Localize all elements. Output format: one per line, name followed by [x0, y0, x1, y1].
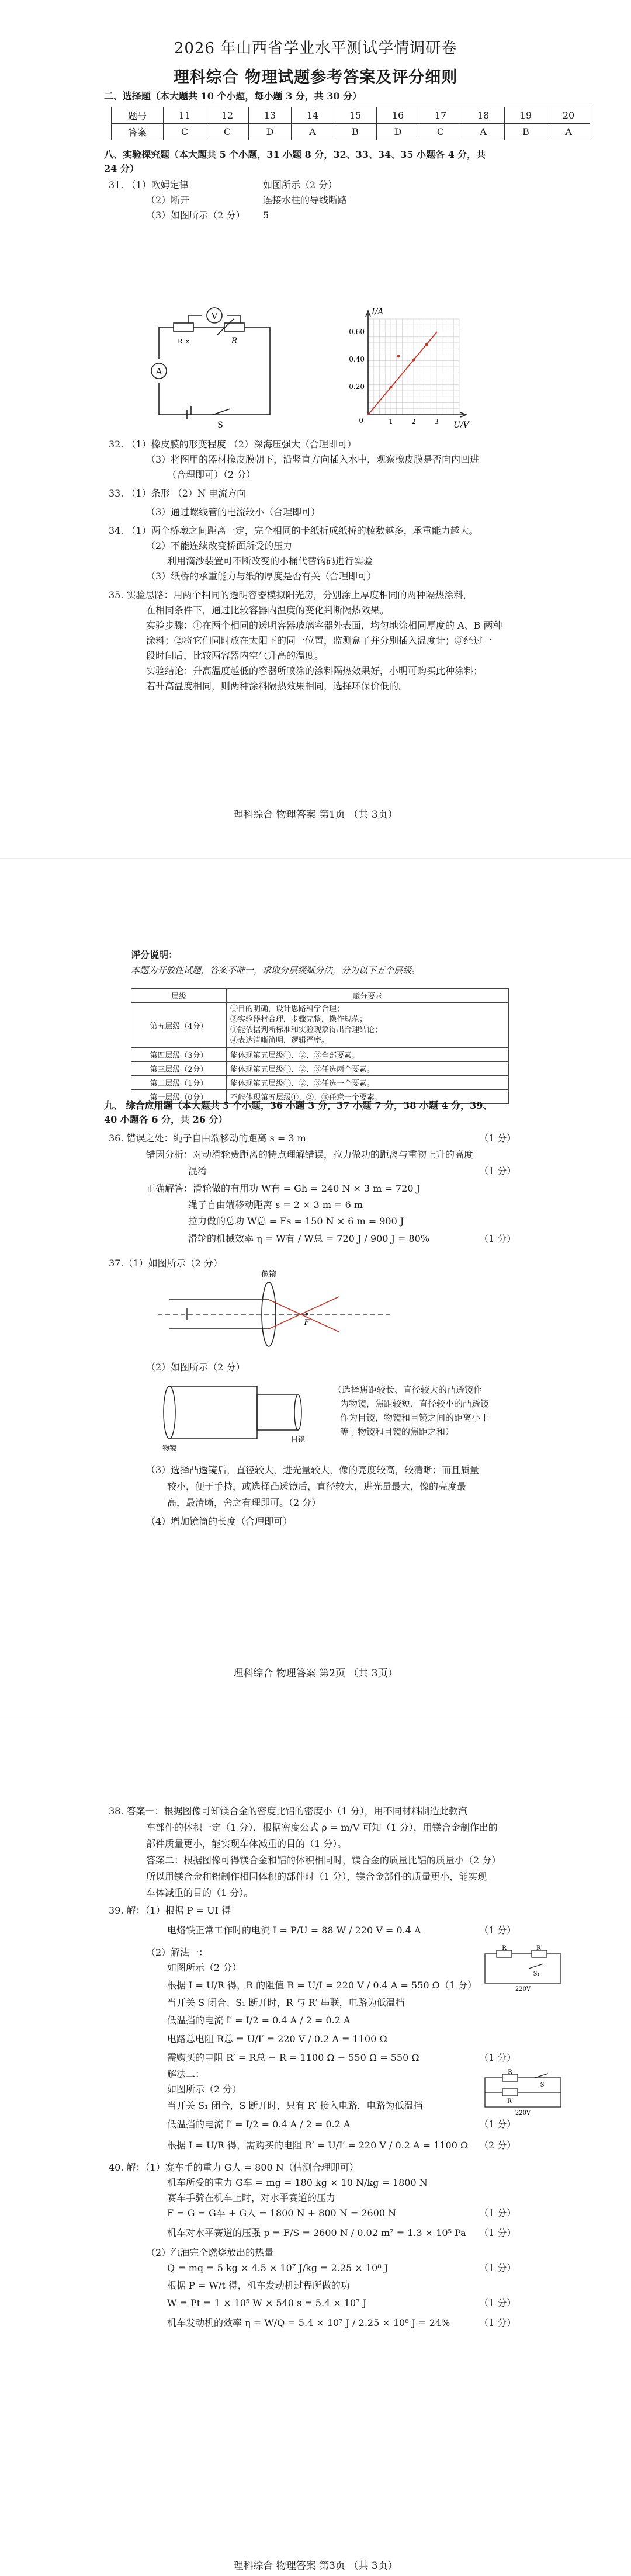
section-experiment-heading-cont: 24 分） — [104, 163, 139, 174]
q37-line4: 较小，便于手持，或选择凸透镜后，直径较大，进光量最大，像的亮度最 — [167, 1481, 467, 1492]
section-application-heading-cont: 40 小题各 6 分，共 26 分） — [104, 1114, 228, 1125]
q36-line5: 绳子自由端移动距离 s = 2 × 3 m = 6 m — [188, 1199, 363, 1210]
req-cell: ①目的明确，设计思路科学合理； ②实验器材合理，步骤完整，操作规范； ③能依据判断标准和实验现象得出合理结论； ④表达清晰简明，逻辑严密。 — [227, 1003, 509, 1048]
q36-score: （1 分） — [479, 1233, 516, 1244]
q36-score: （1 分） — [479, 1165, 516, 1176]
q40-score: （1 分） — [479, 2297, 516, 2308]
section-experiment-heading: 八、实验探究题（本大题共 5 个小题，31 小题 8 分，32、33、34、35 小题各 4 分，共 — [104, 149, 486, 160]
table-row — [112, 107, 590, 124]
q36-line2: 错因分析：对动滑轮费距离的特点理解错误，拉力做功的距离与重物上升的高度 — [146, 1149, 474, 1160]
answer-cell: A — [292, 124, 334, 140]
graph-xtick: 1 — [389, 418, 393, 426]
q39-line14: 根据 I = U/R 得，需购买的电阻 R′ = U/I′ = 220 V / 0.2 A = 1100 Ω — [167, 2140, 469, 2151]
q40-line5: 机车对水平赛道的压强 p = F/S = 2600 N / 0.02 m² = 1.3 × 10⁵ Pa — [167, 2227, 466, 2238]
q40-line4: F = G = G车 + G人 = 1800 N + 800 N = 2600 N — [167, 2207, 397, 2219]
question-number: 11 — [164, 107, 206, 124]
page-footer: 理科综合 物理答案 第3页 （共 3页） — [233, 2560, 398, 2572]
table-header-cell: 层级 — [131, 989, 227, 1003]
switch-label: S — [217, 421, 223, 430]
level-cell: 第三层级（2分） — [131, 1062, 227, 1076]
q36-line3: 混淆 — [188, 1165, 207, 1176]
q39-line8: 电路总电阻 R总 = U/I′ = 220 V / 0.2 A = 1100 Ω — [167, 2033, 387, 2044]
answer-table — [111, 107, 590, 140]
q40-line2: 机车所受的重力 G车 = mg = 180 kg × 10 N/kg = 1800 N — [167, 2177, 428, 2188]
data-point — [390, 386, 393, 389]
q39-score: （2 分） — [479, 2140, 516, 2151]
q34-line4: （3）纸桥的承重能力与纸的厚度是否有关（合理即可） — [146, 571, 377, 582]
graph-ytick: 0.60 — [349, 328, 365, 336]
q36-line1: 36. 错误之处：绳子自由端移动的距离 s = 3 m — [109, 1133, 306, 1144]
q36-line4: 正确解答：滑轮做的有用功 W有 = Gh = 240 N × 3 m = 720 J — [146, 1183, 421, 1194]
q40-score: （1 分） — [479, 2227, 516, 2238]
q37-note1: （选择焦距较长、直径较大的凸透镜作 — [333, 1384, 483, 1395]
answer-cell: A — [547, 124, 590, 140]
q38-line1: 38. 答案一：根据图像可知镁合金的密度比铝的密度小（1 分），用不同材料制造此款汽 — [109, 1806, 467, 1817]
q40-score: （1 分） — [479, 2262, 516, 2273]
table-header-cell: 答案 — [112, 124, 164, 140]
question-number: 13 — [249, 107, 292, 124]
level-cell: 第二层级（1分） — [131, 1076, 227, 1090]
q36-line7: 滑轮的机械效率 η = W有 / W总 = 720 J / 900 J = 80% — [188, 1233, 430, 1244]
q37-line2: （2）如图所示（2 分） — [146, 1362, 245, 1373]
circuit-rp-label: R′ — [507, 2098, 513, 2105]
q35-line7: 若升高温度相同，则两种涂料隔热效果相同，选择环保价低的。 — [146, 681, 408, 692]
question-number: 18 — [462, 107, 505, 124]
table-row — [131, 1003, 509, 1048]
graph-xtick: 3 — [434, 418, 439, 426]
telescope-diagram — [158, 1377, 321, 1453]
q40-line3: 赛车手骑在机车上时，对水平赛道的压力 — [167, 2192, 336, 2203]
q38-line5: 所以用镁合金和铝制作相同体积的部件时（1 分），镁合金部件的质量更小，能实现 — [146, 1871, 487, 1882]
q39-line6: 当开关 S 闭合、S₁ 断开时，R 与 R′ 串联，电路为低温挡 — [167, 1997, 405, 2008]
q35-line6: 实验结论：升高温度越低的容器所喷涂的涂料隔热效果好，小明可购买此种涂料； — [146, 665, 483, 676]
q39-line10: 解法二： — [167, 2068, 205, 2079]
resistor-label: R_x — [178, 338, 189, 345]
question-number: 17 — [419, 107, 462, 124]
level-cell: 第四层级（3分） — [131, 1048, 227, 1062]
q38-line6: 车体减重的目的（1 分）。 — [146, 1887, 254, 1898]
exam-subtitle: 理科综合 物理试题参考答案及评分细则 — [173, 68, 458, 86]
q31-line1: 31. （1）欧姆定律 — [109, 179, 189, 190]
scoring-table — [131, 988, 509, 1104]
q38-line3: 部件质量更小，能实现车体减重的目的（1 分）。 — [146, 1838, 347, 1849]
q39-line12: 当开关 S₁ 闭合，S 断开时，只有 R′ 接入电路，电路为低温挡 — [167, 2100, 423, 2111]
question-number: 14 — [292, 107, 334, 124]
q32-line3: （合理即可）（2 分） — [167, 469, 256, 480]
q40-line10: 机车发动机的效率 η = W/Q = 5.4 × 10⁷ J / 2.25 × 10⁸ J = 24% — [167, 2317, 450, 2328]
req-cell: 能体现第五层级①、②、③任选一个要素。 — [227, 1076, 509, 1090]
q39-line5: 根据 I = U/R 得，R 的阻值 R = U/I = 220 V / 0.4 A = 550 Ω（1 分） — [167, 1980, 477, 1991]
graph-ylabel: I/A — [372, 307, 384, 317]
circuit-voltage-label: 220V — [515, 1986, 531, 1992]
graph-origin: 0 — [359, 416, 363, 425]
q37-note4: 等于物镜和目镜的焦距之和） — [340, 1426, 455, 1437]
question-number: 15 — [334, 107, 377, 124]
data-point — [425, 343, 428, 346]
q31-line1-b: 如图所示（2 分） — [263, 179, 338, 190]
data-point — [412, 359, 415, 362]
q37-note2: 为物镜，焦距较短、直径较小的凸透镜 — [340, 1398, 490, 1409]
q38-line2: 车部件的体积一定（1 分），根据密度公式 ρ = m/V 可知（1 分），用镁合金制作出的 — [146, 1822, 498, 1833]
section-choice-heading: 二、选择题（本大题共 10 个小题，每小题 3 分，共 30 分） — [104, 91, 362, 102]
answer-cell: C — [164, 124, 206, 140]
graph-grid — [368, 319, 459, 415]
q39-line9: 需购买的电阻 R′ = R总 − R = 1100 Ω − 550 Ω = 550 Ω — [167, 2052, 419, 2063]
eyepiece-label: 目镜 — [290, 1435, 306, 1443]
rheostat-label: R — [231, 336, 238, 346]
focus-label: F — [304, 1318, 310, 1327]
q39-line2: 电烙铁正常工作时的电流 I = P/U = 88 W / 220 V = 0.4 A — [167, 1925, 421, 1936]
req-cell: 能体现第五层级①、②、③任选两个要素。 — [227, 1062, 509, 1076]
circuit-r-label: R — [502, 1945, 507, 1952]
q39-line3: （2）解法一： — [146, 1947, 209, 1958]
q37-line6: （4）增加镜筒的长度（合理即可） — [146, 1516, 293, 1527]
q34-line3: 利用滴沙装置可不断改变的小桶代替钩码进行实验 — [167, 556, 373, 567]
graph-xlabel: U/V — [453, 421, 469, 430]
answer-cell: D — [377, 124, 419, 140]
q34-line1: 34. （1）两个桥墩之间距离一定，完全相同的卡纸折成纸桥的棱数越多，承重能力越大。 — [109, 525, 479, 536]
q40-line6: （2）汽油完全燃烧放出的热量 — [146, 2247, 274, 2258]
circuit-rp-label: R′ — [536, 1945, 542, 1952]
q39-score: （1 分） — [479, 1925, 516, 1936]
q40-line1: 40. 解：（1）赛车手的重力 G人 = 800 N（估测合理即可） — [109, 2162, 359, 2173]
req-cell: 不能体现第五层级①、②、③任意一个要素。 — [227, 1090, 509, 1104]
scoring-note: 本题为开放性试题，答案不唯一，求取分层级赋分法，分为以下五个层级。 — [131, 965, 421, 975]
table-row — [112, 124, 590, 140]
q39-circuit-1 — [479, 1945, 567, 1992]
q37-line1: 37.（1）如图所示（2 分） — [109, 1258, 223, 1269]
q32-line2: （3）将图甲的器材橡皮膜朝下，沿竖直方向插入水中，观察橡皮膜是否向内凹进 — [146, 454, 480, 465]
graph-ytick: 0.40 — [349, 355, 365, 363]
table-row — [131, 1048, 509, 1062]
q36-score: （1 分） — [479, 1133, 516, 1144]
q39-score: （1 分） — [479, 2119, 516, 2130]
circuit-s-label: S — [540, 2082, 545, 2088]
circuit-r-label: R — [508, 2069, 512, 2075]
question-number: 12 — [206, 107, 249, 124]
section-application-heading: 九、 综合应用题（本大题共 5 个小题，36 小题 3 分，37 小题 7 分，38 小题 4 分，39、 — [104, 1100, 493, 1111]
q36-line6: 拉力做的总功 W总 = Fs = 150 N × 6 m = 900 J — [188, 1216, 404, 1227]
scoring-heading: 评分说明： — [131, 949, 178, 960]
answer-cell: B — [334, 124, 377, 140]
q39-circuit-2 — [479, 2069, 567, 2116]
table-row — [131, 1062, 509, 1076]
q32-line1: 32. （1）橡皮膜的形变程度 （2）深海压强大（合理即可） — [109, 439, 356, 450]
page-1 — [0, 0, 631, 859]
q31-line2: （2）断开 — [146, 195, 190, 206]
page-footer: 理科综合 物理答案 第2页 （共 3页） — [233, 1668, 398, 1679]
q31-line3: （3）如图所示（2 分） — [146, 210, 245, 221]
req-cell: 能体现第五层级①、②、③全部要素。 — [227, 1048, 509, 1062]
q40-score: （1 分） — [479, 2207, 516, 2219]
q31-line3-b: 5 — [263, 210, 269, 221]
q39-line7: 低温挡的电流 I′ = I/2 = 0.4 A / 2 = 0.2 A — [167, 2015, 351, 2026]
q39-line4: 如图所示（2 分） — [167, 1962, 242, 1973]
q39-line1: 39. 解：（1）根据 P = UI 得 — [109, 1905, 231, 1916]
q40-line7: Q = mq = 5 kg × 4.5 × 10⁷ J/kg = 2.25 × 10⁸ J — [167, 2262, 389, 2273]
question-number: 16 — [377, 107, 419, 124]
q37-note3: 作为目镜，物镜和目镜之间的距离小于 — [340, 1412, 490, 1423]
circuit-s1-label: S₁ — [533, 1971, 540, 1977]
q40-line8: 根据 P = W/t 得，机车发动机过程所做的功 — [167, 2280, 350, 2291]
graph-xtick: 2 — [411, 418, 416, 426]
q35-line1: 35. 实验思路：用两个相同的透明容器模拟阳光房，分别涂上厚度相同的两种隔热涂料， — [109, 589, 473, 600]
exam-title: 2026 年山西省学业水平测试学情调研卷 — [174, 40, 457, 57]
lens-diagram — [152, 1268, 397, 1355]
voltmeter-label: V — [211, 311, 218, 321]
q34-line2: （2）不能连续改变桥面所受的压力 — [146, 540, 293, 551]
page-footer: 理科综合 物理答案 第1页 （共 3页） — [233, 809, 398, 821]
q35-line3: 实验步骤：①在两个相同的透明容器玻璃容器外表面，均匀地涂相同厚度的 A、B 两种 — [146, 620, 502, 631]
q39-score: （1 分） — [479, 2052, 516, 2063]
answer-cell: C — [419, 124, 462, 140]
q33-line2: （3）通过螺线管的电流较小（合理即可） — [146, 506, 321, 518]
graph-ytick: 0.20 — [349, 383, 365, 391]
table-row — [131, 989, 509, 1003]
level-cell: 第五层级（4分） — [131, 1003, 227, 1048]
q37-line5: 高，最清晰，舍之有理即可。（2 分） — [167, 1497, 321, 1508]
answer-cell: A — [462, 124, 505, 140]
page-3 — [0, 1717, 631, 2576]
answer-cell: C — [206, 124, 249, 140]
iu-graph — [339, 304, 473, 432]
q33-line1: 33. （1）条形 （2）N 电流方向 — [109, 488, 247, 499]
question-number: 20 — [547, 107, 590, 124]
circuit-diagram — [147, 304, 282, 432]
level-cell: 第一层级（0分） — [131, 1090, 227, 1104]
q35-line5: 段时间后，比较两容器内空气升高的温度。 — [146, 650, 324, 661]
table-header-cell: 题号 — [112, 107, 164, 124]
question-number: 19 — [505, 107, 547, 124]
answer-cell: B — [505, 124, 547, 140]
lens-label: 像镜 — [261, 1270, 277, 1279]
q38-line4: 答案二：根据图像可得镁合金和铝的体积相同时，镁合金的质量比铝的质量小（2 分） — [146, 1855, 501, 1866]
table-header-cell: 赋分要求 — [227, 989, 509, 1003]
q31-line2-b: 连接水柱的导线断路 — [263, 195, 348, 206]
q40-score: （1 分） — [479, 2317, 516, 2328]
q39-line11: 如图所示（2 分） — [167, 2084, 242, 2095]
table-row — [131, 1076, 509, 1090]
q35-line2: 在相同条件下，通过比较容器内温度的变化判断隔热效果。 — [146, 605, 390, 616]
objective-label: 物镜 — [162, 1444, 177, 1452]
q40-line9: W = Pt = 1 × 10⁵ W × 540 s = 5.4 × 10⁷ J — [167, 2297, 367, 2308]
circuit-voltage-label: 220V — [515, 2110, 531, 2116]
ammeter-label: A — [155, 366, 162, 377]
page-2-body — [0, 1092, 631, 1679]
q37-line3: （3）选择凸透镜后，直径较大，进光量较大，像的亮度较高，较清晰；而且质量 — [146, 1464, 480, 1476]
q39-line13: 低温挡的电流 I′ = I/2 = 0.4 A / 2 = 0.2 A — [167, 2119, 351, 2130]
answer-cell: D — [249, 124, 292, 140]
data-point — [397, 355, 400, 358]
q35-line4: 涂料；②将它们同时放在太阳下的同一位置，监测盒子并分别插入温度计；③经过一 — [146, 635, 493, 646]
